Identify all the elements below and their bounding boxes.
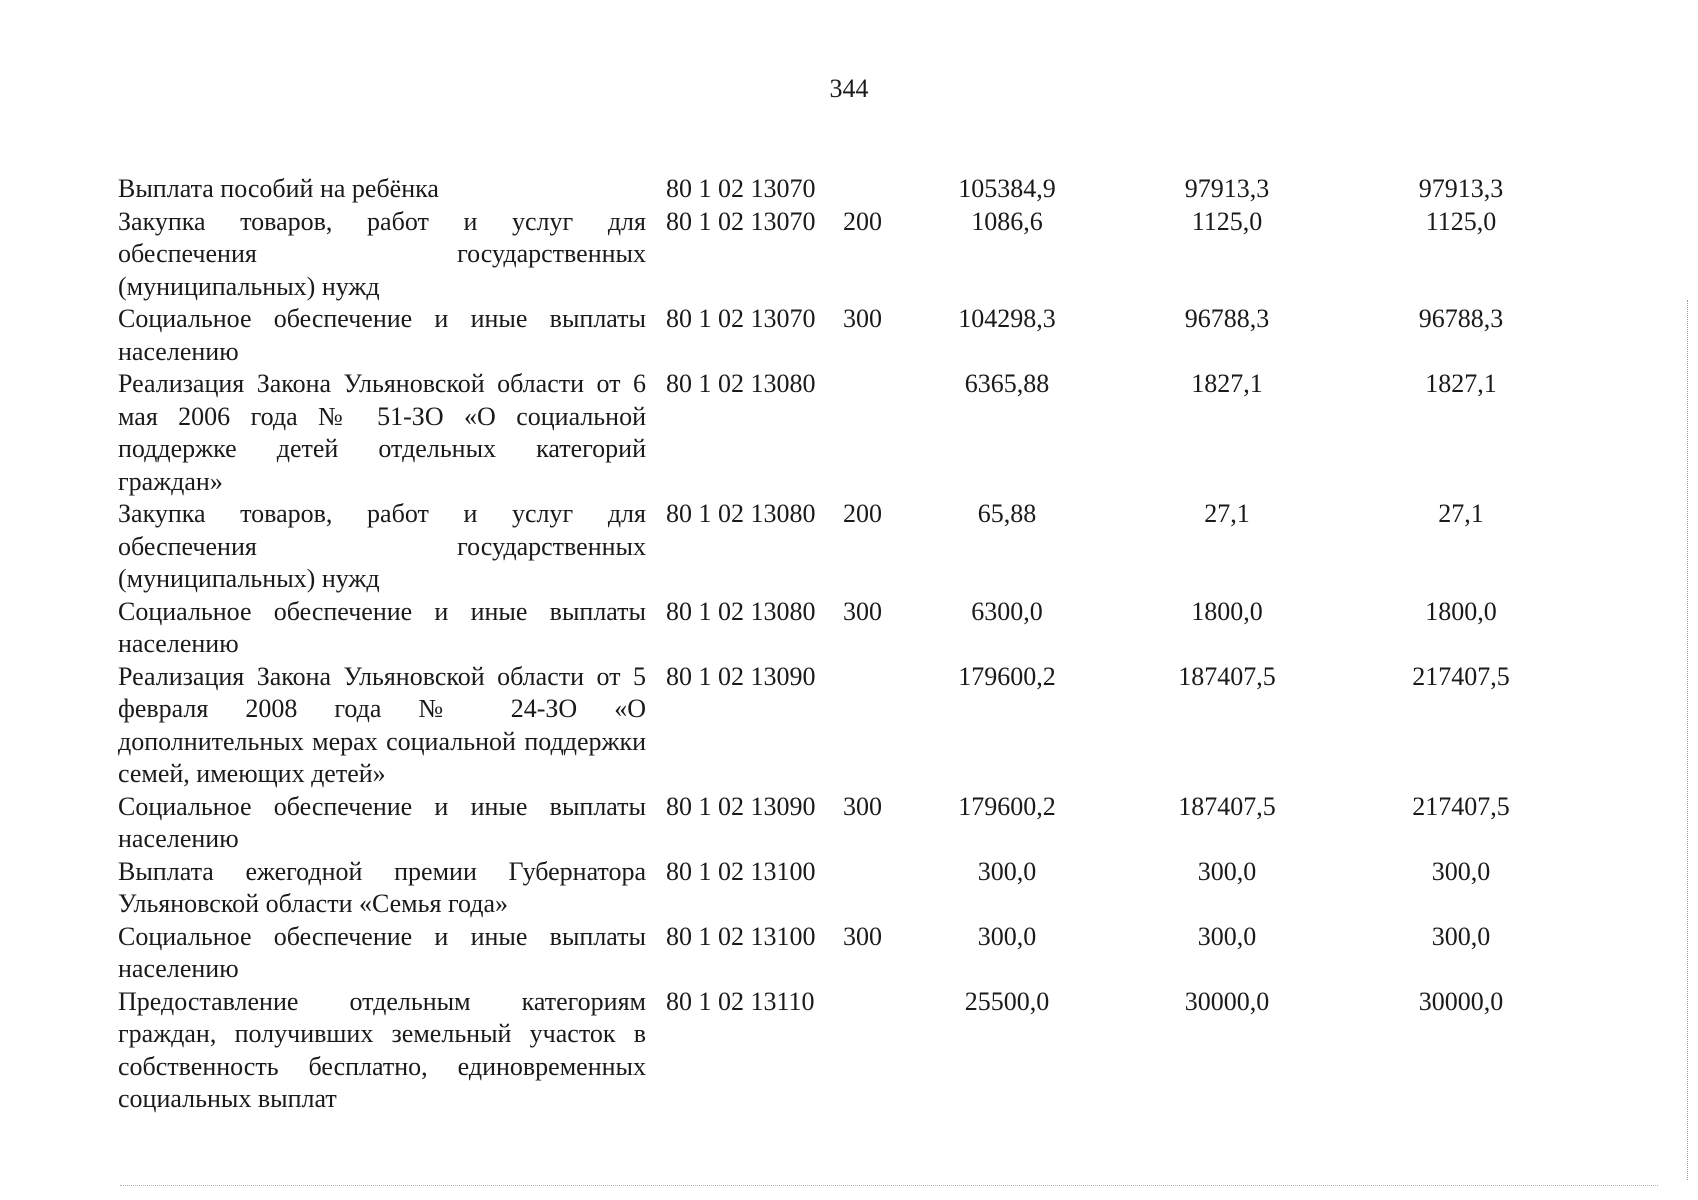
row-amount-2: 96788,3 bbox=[1184, 304, 1270, 333]
row-amount-2: 300,0 bbox=[1197, 856, 1257, 886]
table-row bbox=[118, 303, 1584, 368]
row-amount-2: 97913,3 bbox=[1184, 174, 1270, 203]
row-amount-3: 217407,5 bbox=[1412, 791, 1510, 821]
row-amount-1: 6300,0 bbox=[971, 596, 1043, 626]
row-amount-3: 96788,3 bbox=[1418, 304, 1504, 333]
row-code: 80 1 02 13080 bbox=[666, 369, 816, 398]
row-amount-1: 179600,2 bbox=[958, 661, 1056, 691]
row-code: 80 1 02 13110 bbox=[666, 986, 815, 1016]
row-expense-type bbox=[843, 661, 898, 791]
row-expense-type bbox=[843, 173, 898, 206]
row-amount-2: 1800,0 bbox=[1191, 596, 1263, 626]
row-name: Социальное обеспечение и иные выплаты населению bbox=[118, 596, 646, 658]
row-amount-3: 300,0 bbox=[1431, 921, 1491, 951]
row-expense-type: 300 bbox=[843, 791, 882, 821]
row-name: Реализация Закона Ульяновской области от 6 мая 2006 года № 51-ЗО «О социальной поддержке детей отдельных категорий граждан» bbox=[118, 369, 646, 496]
row-name: Выплата пособий на ребёнка bbox=[118, 174, 439, 203]
row-expense-type bbox=[843, 368, 898, 498]
row-amount-2: 187407,5 bbox=[1178, 661, 1276, 691]
scan-bottom-line bbox=[120, 1185, 1658, 1187]
table-row bbox=[118, 661, 1584, 791]
row-amount-1: 300,0 bbox=[977, 856, 1037, 886]
scan-edge-line bbox=[1686, 300, 1688, 1180]
row-amount-3: 1125,0 bbox=[1425, 206, 1497, 236]
row-name: Социальное обеспечение и иные выплаты населению bbox=[118, 921, 646, 983]
row-amount-2: 27,1 bbox=[1204, 499, 1250, 528]
row-amount-2: 300,0 bbox=[1197, 921, 1257, 951]
row-amount-3: 97913,3 bbox=[1418, 174, 1504, 203]
row-expense-type: 300 bbox=[843, 921, 882, 951]
row-expense-type: 200 bbox=[843, 499, 882, 528]
row-expense-type bbox=[843, 986, 898, 1116]
table-row bbox=[118, 206, 1584, 304]
row-code: 80 1 02 13100 bbox=[666, 921, 816, 951]
row-amount-2: 1125,0 bbox=[1191, 206, 1263, 236]
row-name: Предоставление отдельным категориям граждан, получивших земельный участок в собственность бесплатно, единовременных социальных выплат bbox=[118, 986, 646, 1113]
row-amount-1: 25500,0 bbox=[964, 986, 1050, 1016]
row-amount-2: 30000,0 bbox=[1184, 986, 1270, 1016]
row-amount-1: 104298,3 bbox=[958, 304, 1056, 333]
row-amount-3: 1827,1 bbox=[1425, 369, 1497, 398]
row-code: 80 1 02 13080 bbox=[666, 596, 816, 626]
row-amount-3: 300,0 bbox=[1431, 856, 1491, 886]
row-amount-1: 1086,6 bbox=[971, 206, 1043, 236]
table-row bbox=[118, 498, 1584, 596]
row-amount-1: 65,88 bbox=[977, 499, 1037, 528]
row-expense-type: 300 bbox=[843, 304, 882, 333]
table-row bbox=[118, 173, 1584, 206]
table-row bbox=[118, 791, 1584, 856]
row-code: 80 1 02 13090 bbox=[666, 791, 816, 821]
row-amount-1: 179600,2 bbox=[958, 791, 1056, 821]
row-code: 80 1 02 13090 bbox=[666, 661, 816, 691]
row-expense-type: 300 bbox=[843, 596, 882, 626]
row-name: Выплата ежегодной премии Губернатора Ульяновской области «Семья года» bbox=[118, 856, 646, 918]
row-name: Социальное обеспечение и иные выплаты населению bbox=[118, 791, 646, 853]
row-amount-1: 105384,9 bbox=[958, 174, 1056, 203]
row-expense-type bbox=[843, 856, 898, 921]
table-row bbox=[118, 368, 1584, 498]
row-amount-3: 30000,0 bbox=[1418, 986, 1504, 1016]
row-code: 80 1 02 13070 bbox=[666, 206, 816, 236]
row-amount-3: 27,1 bbox=[1438, 499, 1484, 528]
row-expense-type: 200 bbox=[843, 206, 882, 236]
table-row bbox=[118, 596, 1584, 661]
row-amount-1: 300,0 bbox=[977, 921, 1037, 951]
table-row bbox=[118, 856, 1584, 921]
row-name: Закупка товаров, работ и услуг для обеспечения государственных (муниципальных) нужд bbox=[118, 206, 646, 301]
table-body bbox=[118, 173, 1584, 1116]
page-number: 344 bbox=[829, 74, 869, 103]
row-code: 80 1 02 13070 bbox=[666, 174, 816, 203]
row-code: 80 1 02 13080 bbox=[666, 499, 816, 528]
budget-table bbox=[118, 173, 1584, 1116]
table-row bbox=[118, 921, 1584, 986]
row-amount-1: 6365,88 bbox=[964, 369, 1050, 398]
row-amount-3: 217407,5 bbox=[1412, 661, 1510, 691]
row-code: 80 1 02 13070 bbox=[666, 304, 816, 333]
table-row bbox=[118, 986, 1584, 1116]
row-name: Социальное обеспечение и иные выплаты населению bbox=[118, 304, 646, 366]
row-name: Реализация Закона Ульяновской области от 5 февраля 2008 года № 24-ЗО «О дополнительных мерах социальной поддержки семей, имеющих детей» bbox=[118, 661, 646, 788]
row-name: Закупка товаров, работ и услуг для обеспечения государственных (муниципальных) нужд bbox=[118, 499, 646, 593]
row-amount-2: 187407,5 bbox=[1178, 791, 1276, 821]
row-amount-3: 1800,0 bbox=[1425, 596, 1497, 626]
row-code: 80 1 02 13100 bbox=[666, 856, 816, 886]
row-amount-2: 1827,1 bbox=[1191, 369, 1263, 398]
